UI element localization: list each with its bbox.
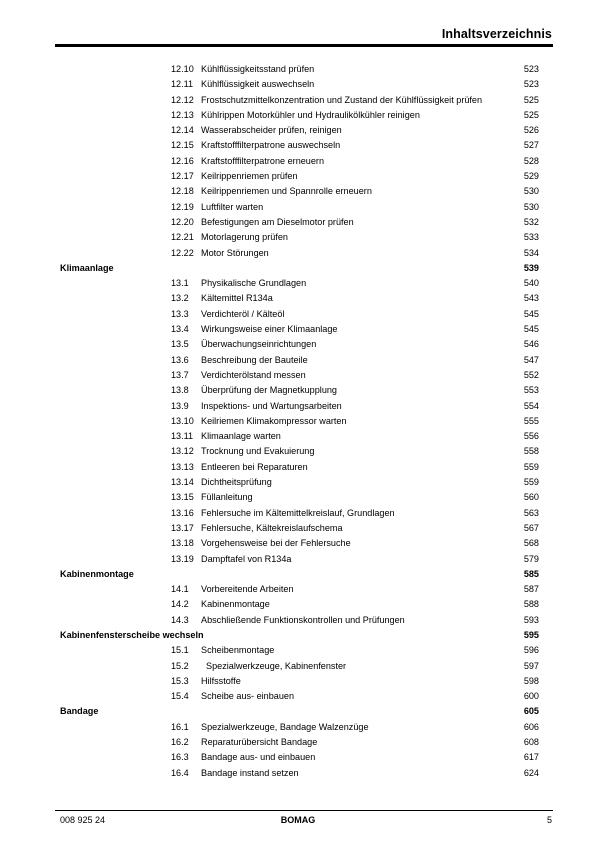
toc-entry-number: 12.22 xyxy=(171,247,194,258)
toc-entry-title: Scheibe aus- einbauen xyxy=(201,691,295,702)
toc-page-number: 585 xyxy=(523,568,539,579)
toc-entry-number: 12.17 xyxy=(171,171,194,182)
toc-entry-row xyxy=(0,750,596,765)
toc-entry-title: Bandage instand setzen xyxy=(201,767,299,778)
toc-entry-number: 13.10 xyxy=(171,415,194,426)
toc-entry-title: Motor Störungen xyxy=(201,247,269,258)
toc-entry-row xyxy=(0,643,596,658)
toc-entry-title: Scheibenmontage xyxy=(201,645,275,656)
toc-entry-row xyxy=(0,154,596,169)
toc-entry-title: Kühlflüssigkeit auswechseln xyxy=(201,79,315,90)
toc-entry-row xyxy=(0,720,596,735)
toc-entry-title: Verdichteröl / Kälteöl xyxy=(201,308,285,319)
toc-entry-title: Abschließende Funktionskontrollen und Prüfungen xyxy=(201,614,405,625)
toc-entry-title: Dampftafel von R134a xyxy=(201,553,292,564)
toc-entry-number: 13.18 xyxy=(171,538,194,549)
toc-page-number: 579 xyxy=(523,553,539,564)
toc-page-number: 539 xyxy=(523,262,539,273)
toc-entry-title: Kühlrippen Motorkühler und Hydraulikölkühler reinigen xyxy=(201,109,420,120)
toc-entry-title: Luftfilter warten xyxy=(201,201,264,212)
toc-entry-row xyxy=(0,184,596,199)
toc-page-number: 532 xyxy=(523,216,539,227)
toc-entry-title: Befestigungen am Dieselmotor prüfen xyxy=(201,216,354,227)
toc-entry-row xyxy=(0,444,596,459)
toc-entry-number: 13.16 xyxy=(171,507,194,518)
toc-entry-title: Reparaturübersicht Bandage xyxy=(201,737,318,748)
toc-entry-row xyxy=(0,322,596,337)
toc-chapter-row xyxy=(0,261,596,276)
toc-entry-number: 13.12 xyxy=(171,446,194,457)
toc-entry-row xyxy=(0,506,596,521)
toc-entry-number: 13.14 xyxy=(171,477,194,488)
toc-entry-title: Kältemittel R134a xyxy=(201,293,273,304)
toc-entry-row xyxy=(0,307,596,322)
toc-entry-title: Dichtheitsprüfung xyxy=(201,477,272,488)
toc-entry-number: 13.2 xyxy=(171,293,189,304)
toc-entry-title: Kabinenmontage xyxy=(201,599,270,610)
toc-entry-number: 13.5 xyxy=(171,339,189,350)
header-divider xyxy=(55,44,553,47)
toc-page-number: 596 xyxy=(523,645,539,656)
toc-entry-row xyxy=(0,659,596,674)
toc-entry-row xyxy=(0,246,596,261)
toc-page-number: 530 xyxy=(523,201,539,212)
toc-entry-row xyxy=(0,353,596,368)
toc-page-number: 600 xyxy=(523,691,539,702)
toc-entry-row xyxy=(0,766,596,781)
toc-entry-number: 14.3 xyxy=(171,614,189,625)
toc-entry-title: Frostschutzmittelkonzentration und Zustand der Kühlflüssigkeit prüfen xyxy=(201,94,483,105)
toc-entry-title: Keilrippenriemen und Spannrolle erneuern xyxy=(201,186,372,197)
toc-entry-title: Inspektions- und Wartungsarbeiten xyxy=(201,400,342,411)
toc-entry-row xyxy=(0,490,596,505)
toc-entry-title: Vorgehensweise bei der Fehlersuche xyxy=(201,538,351,549)
toc-page-number: 529 xyxy=(523,171,539,182)
toc-entry-title: Fehlersuche im Kältemittelkreislauf, Grundlagen xyxy=(201,507,395,518)
toc-page-number: 556 xyxy=(523,431,539,442)
toc-page-number: 555 xyxy=(523,415,539,426)
toc-page-number: 560 xyxy=(523,492,539,503)
toc-entry-number: 12.21 xyxy=(171,232,194,243)
brand-name: BOMAG xyxy=(280,815,316,825)
toc-page-number: 593 xyxy=(523,614,539,625)
toc-entry-title: Beschreibung der Bauteile xyxy=(201,354,308,365)
toc-entry-row xyxy=(0,230,596,245)
toc-page-number: 545 xyxy=(523,324,539,335)
toc-entry-number: 16.3 xyxy=(171,752,189,763)
toc-entry-number: 13.13 xyxy=(171,461,194,472)
toc-page-number: 595 xyxy=(523,629,539,640)
toc-page-number: 587 xyxy=(523,584,539,595)
toc-chapter-title: Kabinenfensterscheibe wechseln xyxy=(60,629,204,640)
toc-entry-number: 16.2 xyxy=(171,737,189,748)
toc-entry-number: 14.2 xyxy=(171,599,189,610)
toc-entry-number: 12.20 xyxy=(171,216,194,227)
toc-page-number: 597 xyxy=(523,660,539,671)
toc-entry-title: Fehlersuche, Kältekreislaufschema xyxy=(201,522,343,533)
toc-entry-number: 12.12 xyxy=(171,94,194,105)
toc-entry-number: 12.14 xyxy=(171,125,194,136)
toc-page-number: 530 xyxy=(523,186,539,197)
toc-entry-row xyxy=(0,735,596,750)
toc-entry-row xyxy=(0,276,596,291)
toc-entry-row xyxy=(0,674,596,689)
toc-entry-title: Physikalische Grundlagen xyxy=(201,278,307,289)
toc-page-number: 545 xyxy=(523,308,539,319)
toc-entry-row xyxy=(0,123,596,138)
toc-page-number: 605 xyxy=(523,706,539,717)
toc-page-number: 547 xyxy=(523,354,539,365)
toc-entry-row xyxy=(0,62,596,77)
toc-page-number: 559 xyxy=(523,477,539,488)
toc-entry-number: 15.3 xyxy=(171,675,189,686)
toc-chapter-title: Klimaanlage xyxy=(60,262,114,273)
footer-divider xyxy=(55,810,553,811)
toc-entry-title: Überprüfung der Magnetkupplung xyxy=(201,385,337,396)
toc-page-number: 617 xyxy=(523,752,539,763)
toc-entry-title: Motorlagerung prüfen xyxy=(201,232,288,243)
toc-entry-number: 13.8 xyxy=(171,385,189,396)
toc-entry-row xyxy=(0,414,596,429)
toc-page-number: 554 xyxy=(523,400,539,411)
toc-page-number: 624 xyxy=(523,767,539,778)
toc-page-number: 608 xyxy=(523,737,539,748)
toc-entry-number: 12.19 xyxy=(171,201,194,212)
toc-entry-number: 12.11 xyxy=(171,79,194,90)
toc-entry-row xyxy=(0,552,596,567)
toc-entry-row xyxy=(0,368,596,383)
table-of-contents xyxy=(0,62,596,781)
toc-page-number: 525 xyxy=(523,94,539,105)
document-number: 008 925 24 xyxy=(60,815,106,825)
toc-entry-title: Entleeren bei Reparaturen xyxy=(201,461,308,472)
toc-page-number: 563 xyxy=(523,507,539,518)
toc-chapter-row xyxy=(0,628,596,643)
toc-page-number: 528 xyxy=(523,155,539,166)
toc-entry-number: 15.4 xyxy=(171,691,189,702)
toc-page-number: 533 xyxy=(523,232,539,243)
toc-entry-number: 13.17 xyxy=(171,522,194,533)
page-title: Inhaltsverzeichnis xyxy=(441,27,552,41)
toc-entry-number: 13.3 xyxy=(171,308,189,319)
toc-entry-title: Klimaanlage warten xyxy=(201,431,281,442)
toc-entry-row xyxy=(0,108,596,123)
toc-entry-number: 16.4 xyxy=(171,767,189,778)
toc-entry-title: Trocknung und Evakuierung xyxy=(201,446,315,457)
toc-page-number: 588 xyxy=(523,599,539,610)
toc-entry-row xyxy=(0,582,596,597)
toc-entry-row xyxy=(0,77,596,92)
toc-entry-row xyxy=(0,597,596,612)
toc-page-number: 523 xyxy=(523,79,539,90)
toc-entry-row xyxy=(0,291,596,306)
toc-entry-row xyxy=(0,93,596,108)
toc-page-number: 559 xyxy=(523,461,539,472)
toc-entry-title: Keilriemen Klimakompressor warten xyxy=(201,415,347,426)
toc-entry-title: Füllanleitung xyxy=(201,492,253,503)
toc-chapter-row xyxy=(0,567,596,582)
toc-entry-row xyxy=(0,399,596,414)
toc-page-number: 523 xyxy=(523,64,539,74)
toc-page-number: 527 xyxy=(523,140,539,151)
toc-entry-title: Überwachungseinrichtungen xyxy=(201,339,317,350)
toc-page-number: 546 xyxy=(523,339,539,350)
toc-entry-number: 13.4 xyxy=(171,324,189,335)
toc-entry-number: 12.18 xyxy=(171,186,194,197)
page-number: 5 xyxy=(546,815,552,825)
toc-entry-number: 13.19 xyxy=(171,553,194,564)
toc-entry-row xyxy=(0,169,596,184)
toc-entry-row xyxy=(0,521,596,536)
toc-entry-row xyxy=(0,460,596,475)
toc-entry-row xyxy=(0,138,596,153)
toc-page-number: 558 xyxy=(523,446,539,457)
toc-page-number: 525 xyxy=(523,109,539,120)
toc-entry-title: Wirkungsweise einer Klimaanlage xyxy=(201,324,338,335)
toc-page-number: 553 xyxy=(523,385,539,396)
toc-entry-number: 15.1 xyxy=(171,645,189,656)
toc-entry-row xyxy=(0,689,596,704)
toc-entry-title: Spezialwerkzeuge, Bandage Walzenzüge xyxy=(201,721,369,732)
toc-page-number: 534 xyxy=(523,247,539,258)
toc-entry-title: Wasserabscheider prüfen, reinigen xyxy=(201,125,342,136)
toc-entry-title: Verdichterölstand messen xyxy=(201,369,306,380)
toc-entry-row xyxy=(0,200,596,215)
toc-page-number: 552 xyxy=(523,369,539,380)
toc-page-number: 567 xyxy=(523,522,539,533)
toc-entry-number: 14.1 xyxy=(171,584,189,595)
toc-entry-title: Vorbereitende Arbeiten xyxy=(201,584,294,595)
toc-entry-row xyxy=(0,215,596,230)
toc-entry-title: Kühlflüssigkeitsstand prüfen xyxy=(201,64,315,74)
toc-entry-number: 13.7 xyxy=(171,369,189,380)
toc-entry-title: Keilrippenriemen prüfen xyxy=(201,171,298,182)
toc-entry-number: 12.16 xyxy=(171,155,194,166)
toc-entry-title: Kraftstofffilterpatrone erneuern xyxy=(201,155,325,166)
toc-entry-row xyxy=(0,383,596,398)
toc-entry-number: 12.13 xyxy=(171,109,194,120)
toc-page-number: 598 xyxy=(523,675,539,686)
toc-chapter-title: Bandage xyxy=(60,706,99,717)
toc-page-number: 543 xyxy=(523,293,539,304)
toc-entry-title: Hilfsstoffe xyxy=(201,675,241,686)
toc-entry-row xyxy=(0,475,596,490)
toc-entry-number: 13.6 xyxy=(171,354,189,365)
toc-chapter-title: Kabinenmontage xyxy=(60,568,134,579)
toc-entry-number: 12.10 xyxy=(171,64,194,74)
toc-entry-number: 13.9 xyxy=(171,400,189,411)
toc-page-number: 540 xyxy=(523,278,539,289)
toc-entry-title: Bandage aus- und einbauen xyxy=(201,752,316,763)
toc-entry-row xyxy=(0,536,596,551)
toc-entry-row xyxy=(0,613,596,628)
toc-entry-number: 13.11 xyxy=(171,431,194,442)
toc-entry-number: 13.1 xyxy=(171,278,189,289)
toc-entry-title: Kraftstofffilterpatrone auswechseln xyxy=(201,140,341,151)
toc-entry-number: 12.15 xyxy=(171,140,194,151)
toc-entry-row xyxy=(0,429,596,444)
toc-entry-number: 16.1 xyxy=(171,721,189,732)
toc-page-number: 568 xyxy=(523,538,539,549)
toc-entry-title: Spezialwerkzeuge, Kabinenfenster xyxy=(201,660,347,671)
toc-chapter-row xyxy=(0,704,596,719)
toc-page-number: 526 xyxy=(523,125,539,136)
toc-page-number: 606 xyxy=(523,721,539,732)
toc-entry-row xyxy=(0,337,596,352)
toc-entry-number: 15.2 xyxy=(171,660,189,671)
toc-entry-number: 13.15 xyxy=(171,492,194,503)
